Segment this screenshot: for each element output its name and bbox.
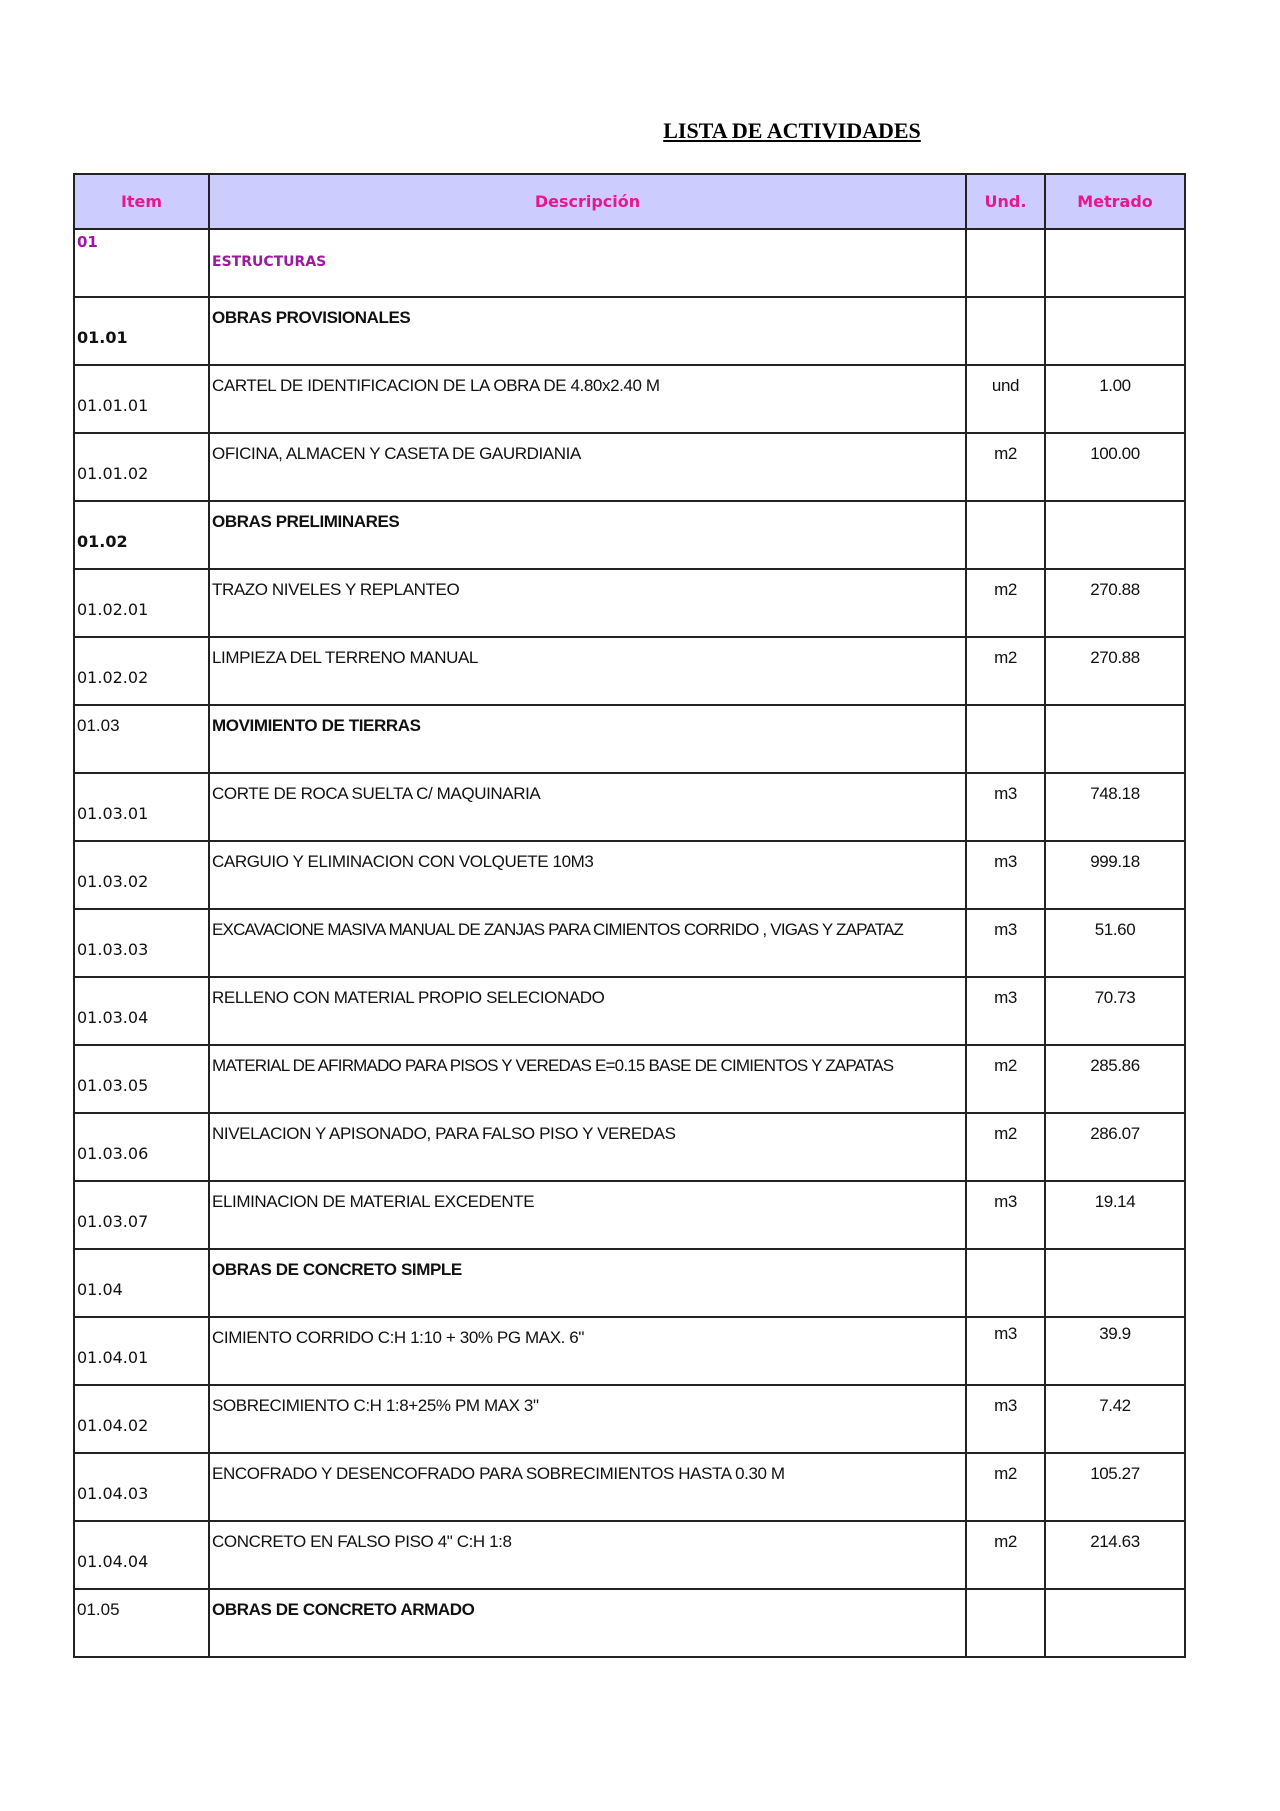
row-unit: m3 <box>994 784 1017 803</box>
row-metrado: 70.73 <box>1094 988 1136 1007</box>
table-row <box>74 1249 1185 1317</box>
row-item-code: 01.03.07 <box>77 1212 149 1231</box>
row-item-code: 01.03.06 <box>77 1144 149 1163</box>
row-description: CORTE DE ROCA SUELTA C/ MAQUINARIA <box>212 784 541 803</box>
row-unit: und <box>991 376 1020 395</box>
header-unit: Und. <box>966 174 1045 229</box>
row-description: SOBRECIMIENTO C:H 1:8+25% PM MAX 3" <box>212 1396 539 1415</box>
table-row <box>74 1113 1185 1181</box>
row-description: MOVIMIENTO DE TIERRAS <box>212 716 421 735</box>
table-row <box>74 637 1185 705</box>
table-row <box>74 705 1185 773</box>
row-unit: m2 <box>994 648 1017 667</box>
table-row <box>74 297 1185 365</box>
row-item-code: 01.05 <box>77 1600 120 1619</box>
row-description: EXCAVACIONE MASIVA MANUAL DE ZANJAS PARA CIMIENTOS CORRIDO , VIGAS Y ZAPATAZ <box>212 920 904 939</box>
row-unit: m2 <box>994 1464 1017 1483</box>
row-metrado: 39.9 <box>1099 1324 1131 1343</box>
row-item-code: 01.03.04 <box>77 1008 149 1027</box>
row-description: OBRAS PRELIMINARES <box>212 512 400 531</box>
row-metrado: 999.18 <box>1090 852 1140 871</box>
table-header-row <box>74 174 1185 229</box>
row-description: CARGUIO Y ELIMINACION CON VOLQUETE 10M3 <box>212 852 594 871</box>
row-metrado: 748.18 <box>1090 784 1140 803</box>
table-row <box>74 365 1185 433</box>
row-item-code: 01.02.02 <box>77 668 149 687</box>
header-description: Descripción <box>209 174 966 229</box>
row-description: TRAZO NIVELES Y REPLANTEO <box>212 580 460 599</box>
row-metrado: 7.42 <box>1099 1396 1131 1415</box>
row-unit: m3 <box>994 852 1017 871</box>
row-metrado: 214.63 <box>1090 1532 1140 1551</box>
table-row <box>74 501 1185 569</box>
table-row <box>74 1589 1185 1657</box>
row-unit: m2 <box>994 1124 1017 1143</box>
row-item-code: 01.01.01 <box>77 396 149 415</box>
row-metrado: 286.07 <box>1090 1124 1140 1143</box>
table-row <box>74 229 1185 297</box>
row-item-code: 01.03 <box>77 716 120 735</box>
row-unit: m2 <box>994 444 1017 463</box>
row-unit: m2 <box>994 1532 1017 1551</box>
table-row <box>74 841 1185 909</box>
row-description: NIVELACION Y APISONADO, PARA FALSO PISO Y VEREDAS <box>212 1124 676 1143</box>
row-unit: m3 <box>994 920 1017 939</box>
table-row <box>74 1181 1185 1249</box>
row-unit: m3 <box>994 1192 1017 1211</box>
row-metrado: 270.88 <box>1090 648 1140 667</box>
row-unit: m3 <box>994 1396 1017 1415</box>
row-metrado: 51.60 <box>1094 920 1136 939</box>
row-item-code: 01.03.03 <box>77 940 149 959</box>
table-row <box>74 1317 1185 1385</box>
row-item-code: 01.04 <box>77 1280 123 1299</box>
row-unit: m2 <box>994 580 1017 599</box>
table-row <box>74 909 1185 977</box>
row-description: CIMIENTO CORRIDO C:H 1:10 + 30% PG MAX. 6" <box>212 1328 584 1347</box>
row-item-code: 01.02.01 <box>77 600 149 619</box>
row-item-code: 01 <box>77 233 98 251</box>
table-row <box>74 977 1185 1045</box>
row-description: OBRAS DE CONCRETO ARMADO <box>212 1600 475 1619</box>
table-row <box>74 1453 1185 1521</box>
table-row <box>74 1521 1185 1589</box>
table-row <box>74 1045 1185 1113</box>
row-item-code: 01.03.01 <box>77 804 149 823</box>
table-row <box>74 773 1185 841</box>
row-metrado: 19.14 <box>1094 1192 1136 1211</box>
table-row <box>74 569 1185 637</box>
row-item-code: 01.02 <box>77 532 128 551</box>
row-item-code: 01.04.03 <box>77 1484 149 1503</box>
row-unit: m3 <box>994 1324 1017 1343</box>
row-description: RELLENO CON MATERIAL PROPIO SELECIONADO <box>212 988 605 1007</box>
row-description: CARTEL DE IDENTIFICACION DE LA OBRA DE 4.80x2.40 M <box>212 376 660 395</box>
row-item-code: 01.04.04 <box>77 1552 149 1571</box>
page-title: LISTA DE ACTIVIDADES <box>663 118 921 143</box>
row-metrado: 105.27 <box>1090 1464 1140 1483</box>
row-description: OBRAS DE CONCRETO SIMPLE <box>212 1260 462 1279</box>
row-metrado: 1.00 <box>1099 376 1131 395</box>
row-description: ESTRUCTURAS <box>212 254 327 270</box>
row-description: MATERIAL DE AFIRMADO PARA PISOS Y VEREDAS E=0.15 BASE DE CIMIENTOS Y ZAPATAS <box>212 1056 894 1075</box>
row-metrado: 100.00 <box>1090 444 1140 463</box>
row-item-code: 01.01.02 <box>77 464 149 483</box>
row-metrado: 285.86 <box>1090 1056 1140 1075</box>
row-description: OBRAS PROVISIONALES <box>212 308 411 327</box>
row-description: LIMPIEZA DEL TERRENO MANUAL <box>212 648 478 667</box>
row-metrado: 270.88 <box>1090 580 1140 599</box>
row-description: CONCRETO EN FALSO PISO 4" C:H 1:8 <box>212 1532 512 1551</box>
activities-table <box>73 173 1186 1658</box>
row-description: OFICINA, ALMACEN Y CASETA DE GAURDIANIA <box>212 444 581 463</box>
row-item-code: 01.04.02 <box>77 1416 149 1435</box>
row-unit: m2 <box>994 1056 1017 1075</box>
header-item: Item <box>74 174 209 229</box>
table-row <box>74 433 1185 501</box>
row-item-code: 01.01 <box>77 328 128 347</box>
row-description: ELIMINACION DE MATERIAL EXCEDENTE <box>212 1192 535 1211</box>
header-metrado: Metrado <box>1045 174 1185 229</box>
row-item-code: 01.04.01 <box>77 1348 149 1367</box>
row-item-code: 01.03.05 <box>77 1076 149 1095</box>
row-unit: m3 <box>994 988 1017 1007</box>
row-item-code: 01.03.02 <box>77 872 149 891</box>
row-description: ENCOFRADO Y DESENCOFRADO PARA SOBRECIMIENTOS HASTA 0.30 M <box>212 1464 785 1483</box>
table-row <box>74 1385 1185 1453</box>
